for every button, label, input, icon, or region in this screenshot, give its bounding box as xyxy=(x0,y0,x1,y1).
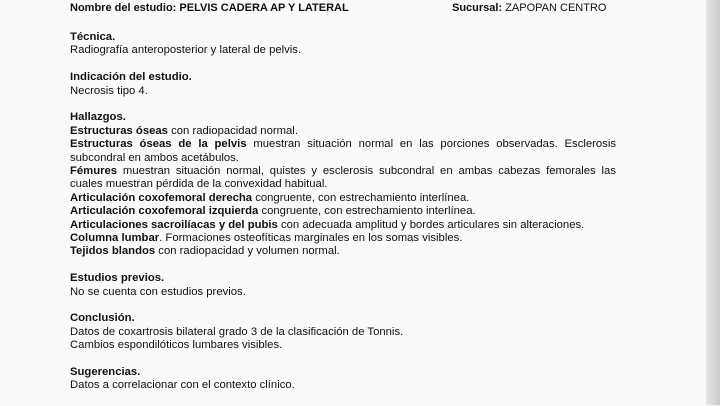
section-hallazgos xyxy=(70,111,616,258)
finding-term: Articulación coxofemoral izquierda xyxy=(70,205,259,218)
section-heading: Estudios previos. xyxy=(70,272,165,285)
finding-item xyxy=(70,138,616,165)
branch-label: Sucursal: xyxy=(452,2,503,14)
section-conclusion xyxy=(70,312,616,352)
branch-field xyxy=(452,2,606,14)
finding-term: Articulaciones sacroilíacas y del pubis xyxy=(70,218,278,231)
study-name-field xyxy=(70,2,349,14)
finding-term: Estructuras óseas xyxy=(70,124,168,137)
section-text: No se cuenta con estudios previos. xyxy=(70,285,246,298)
section-indicacion xyxy=(70,71,616,98)
finding-text: muestran situación normal en las porciones observadas. Esclerosis subcondral en ambos acetábulos. xyxy=(70,138,616,164)
finding-text: con radiopacidad normal. xyxy=(167,124,298,137)
finding-item xyxy=(70,245,616,258)
section-heading: Técnica. xyxy=(70,31,116,43)
finding-text: con adecuada amplitud y bordes articulares sin alteraciones. xyxy=(277,218,585,231)
finding-term: Estructuras óseas de la pelvis xyxy=(70,138,247,151)
finding-item xyxy=(70,219,616,232)
study-name-label: Nombre del estudio: xyxy=(70,2,177,14)
branch-value: ZAPOPAN CENTRO xyxy=(505,2,607,14)
finding-item xyxy=(70,192,616,205)
finding-term: Articulación coxofemoral derecha xyxy=(70,191,253,204)
section-estudios-previos xyxy=(70,272,616,299)
finding-term: Tejidos blandos xyxy=(70,245,156,258)
study-name-value: PELVIS CADERA AP Y LATERAL xyxy=(179,2,349,14)
finding-item xyxy=(70,165,616,192)
section-heading: Indicación del estudio. xyxy=(70,71,192,84)
finding-term: Fémures xyxy=(70,165,118,178)
section-text: Datos a correlacionar con el contexto clínico. xyxy=(70,379,295,392)
section-text: Radiografía anteroposterior y lateral de pelvis. xyxy=(70,44,302,57)
section-heading: Hallazgos. xyxy=(70,111,126,124)
finding-item xyxy=(70,125,616,138)
conclusion-line: Datos de coxartrosis bilateral grado 3 de la clasificación de Tonnis. xyxy=(70,325,404,338)
conclusion-line: Cambios espondilóticos lumbares visibles. xyxy=(70,339,283,352)
finding-text: con radiopacidad y volumen normal. xyxy=(155,245,340,258)
report-header xyxy=(70,2,630,18)
finding-text: congruente, con estrechamiento interlínea. xyxy=(258,205,476,218)
finding-text: muestran situación normal, quistes y esclerosis subcondral en ambas cabezas femorales las cuales muestran pérdida de la convexidad habitual. xyxy=(70,165,616,191)
section-heading: Sugerencias. xyxy=(70,366,141,379)
finding-text: . Formaciones osteofíticas marginales en los somas visibles. xyxy=(159,232,463,245)
section-tecnica xyxy=(70,31,616,58)
finding-item xyxy=(70,205,616,218)
section-text: Necrosis tipo 4. xyxy=(70,84,148,97)
page-edge-shadow xyxy=(706,0,720,405)
finding-text: congruente, con estrechamiento interlínea. xyxy=(252,191,470,204)
report-body xyxy=(70,31,616,406)
finding-term: Columna lumbar xyxy=(70,232,160,245)
finding-item xyxy=(70,232,616,245)
section-heading: Conclusión. xyxy=(70,312,135,325)
section-sugerencias xyxy=(70,366,616,393)
